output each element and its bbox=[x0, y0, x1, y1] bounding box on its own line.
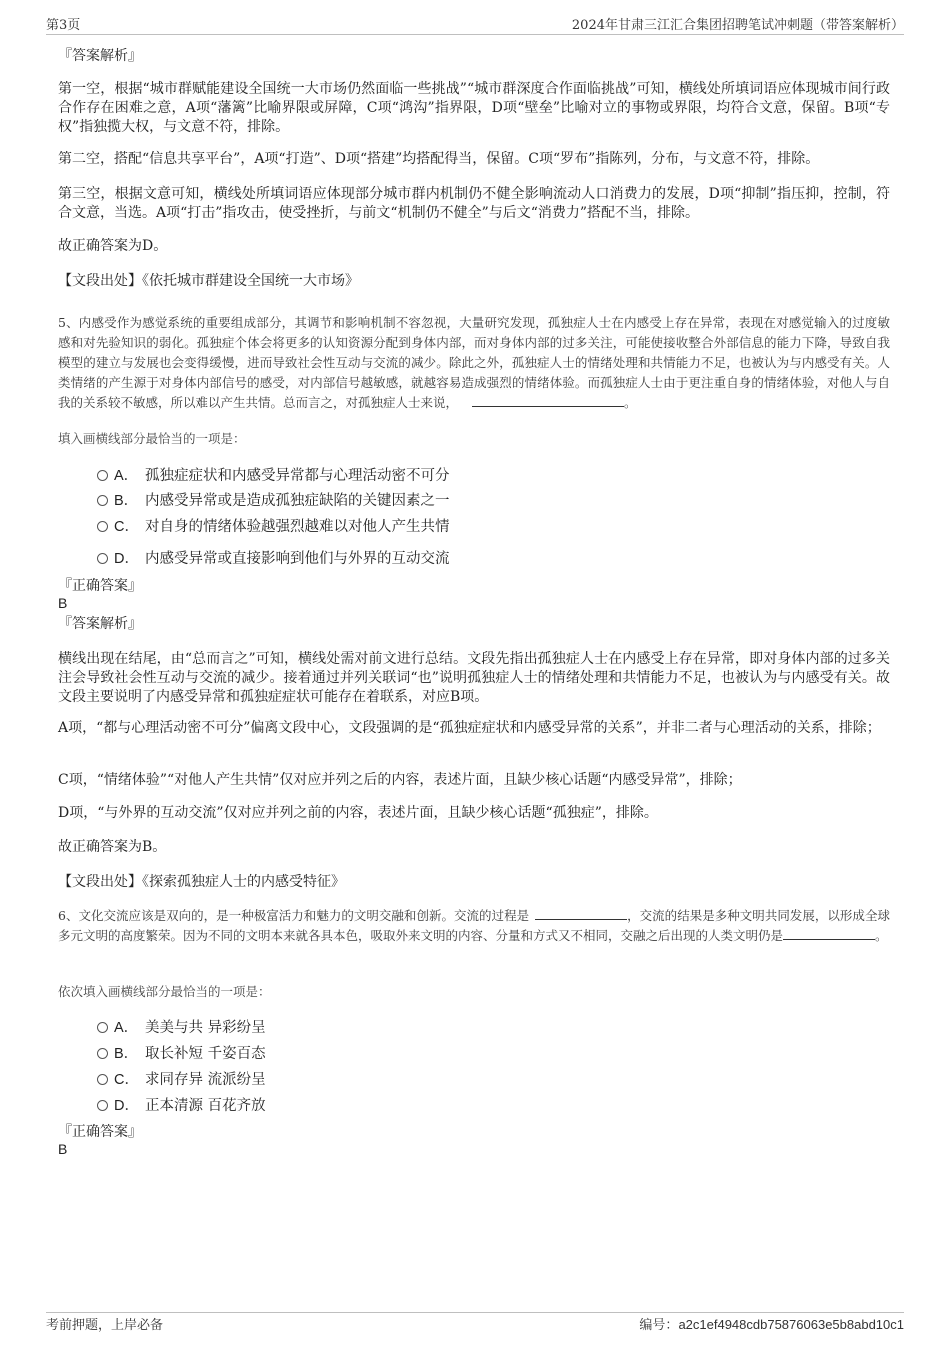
q6-blank-1 bbox=[535, 907, 627, 920]
q5-stem-text: 5、内感受作为感觉系统的重要组成部分，其调节和影响机制不容忽视，大量研究发现，孤独症人士在内感受上存在异常，表现在对感觉输入的过度敏感和对先验知识的弱化。孤独症个体会将更多的认知资源分配到身体内部，而对身体内部的过多关注，可能使接收整合外部信息的能力下降，导致自我模型的建立与发展也会变得缓慢，进而导致社会性互动与交流的减少。除此之外，孤独症人士的情绪处理和共情能力不足，也被认为与内感受有关。人类情绪的产生源于对身体内部信号的感受，对内部信号越敏感，就越容易造成强烈的情绪体验。而孤独症人士由于更注重自身的情绪体验，对他人与自我的关系较不敏感，所以难以产生共情。总而言之，对孤独症人士来说， bbox=[58, 315, 890, 410]
option-text: 内感受异常或直接影响到他们与外界的互动交流 bbox=[145, 551, 450, 567]
q4-analysis-label: 『答案解析』 bbox=[58, 48, 142, 64]
q5-analysis-label: 『答案解析』 bbox=[58, 616, 142, 632]
radio-icon[interactable] bbox=[97, 470, 108, 481]
option-letter: B． bbox=[114, 1046, 139, 1062]
option-letter: B． bbox=[114, 493, 139, 509]
q5-stem bbox=[58, 313, 890, 413]
q5-source: 【文段出处】《探索孤独症人士的内感受特征》 bbox=[58, 874, 345, 890]
page-footer bbox=[46, 1312, 904, 1335]
option-letter: A． bbox=[114, 468, 139, 484]
option-text: 内感受异常或是造成孤独症缺陷的关键因素之一 bbox=[145, 493, 450, 509]
q4-analysis-para-3: 第三空，根据文意可知，横线处所填词语应体现部分城市群内机制仍不健全影响流动人口消费力的发展，D项“抑制”指压抑，控制，符合文意，当选。A项“打击”指攻击，使受挫折，与前文“机制仍不健全”与后文“消费力”搭配不当，排除。 bbox=[58, 186, 890, 221]
q4-analysis-para-2: 第二空，搭配“信息共享平台”，A项“打造”、D项“搭建”均搭配得当，保留。C项“罗布”指陈列，分布，与文意不符，排除。 bbox=[58, 151, 820, 167]
option-letter: D． bbox=[114, 1098, 139, 1114]
q5-prompt: 填入画横线部分最恰当的一项是： bbox=[58, 431, 246, 446]
q5-blank bbox=[472, 394, 624, 407]
footer-slogan: 考前押题，上岸必备 bbox=[46, 1318, 164, 1333]
radio-icon[interactable] bbox=[97, 521, 108, 532]
q5-analysis-para-3: C项，“情绪体验”“对他人产生共情”仅对应并列之后的内容，表述片面，且缺少核心话题“内感受异常”，排除； bbox=[58, 772, 742, 788]
option-text: 取长补短 千姿百态 bbox=[145, 1046, 266, 1062]
page-header bbox=[46, 14, 904, 35]
q6-stem-end: 。 bbox=[875, 928, 888, 943]
option-text: 孤独症症状和内感受异常都与心理活动密不可分 bbox=[145, 468, 450, 484]
q5-analysis-para-2: A项，“都与心理活动密不可分”偏离文段中心，文段强调的是“孤独症症状和内感受异常的关系”，并非二者与心理活动的关系，排除； bbox=[58, 720, 881, 736]
footer-code-label: 编号： bbox=[639, 1318, 679, 1333]
option-text: 正本清源 百花齐放 bbox=[145, 1098, 266, 1114]
footer-code bbox=[639, 1314, 904, 1333]
radio-icon[interactable] bbox=[97, 495, 108, 506]
option-text: 美美与共 异彩纷呈 bbox=[145, 1020, 266, 1036]
radio-icon[interactable] bbox=[97, 1074, 108, 1085]
q5-conclusion: 故正确答案为B。 bbox=[58, 839, 167, 855]
q5-analysis-para-4: D项，“与外界的互动交流”仅对应并列之前的内容，表述片面，且缺少核心话题“孤独症”，排除。 bbox=[58, 805, 658, 821]
q6-prompt: 依次填入画横线部分最恰当的一项是： bbox=[58, 984, 271, 999]
q4-source: 【文段出处】《依托城市群建设全国统一大市场》 bbox=[58, 273, 359, 289]
document-title: 2024年甘肃三江汇合集团招聘笔试冲刺题（带答案解析） bbox=[571, 18, 904, 33]
q5-stem-end: 。 bbox=[624, 395, 637, 410]
q5-answer: B bbox=[58, 595, 68, 611]
radio-icon[interactable] bbox=[97, 1022, 108, 1033]
q5-answer-label: 『正确答案』 bbox=[58, 578, 142, 594]
option-letter: A． bbox=[114, 1020, 139, 1036]
option-letter: D． bbox=[114, 551, 139, 567]
q5-analysis-para-1: 横线出现在结尾，由“总而言之”可知，横线处需对前文进行总结。文段先指出孤独症人士在内感受上存在异常，即对身体内部的过多关注会导致社会性互动与交流的减少。接着通过并列关联词“也”说明孤独症人士的情绪处理和共情能力不足，也被认为与内感受有关。故文段主要说明了内感受异常和孤独症症状可能存在着联系，对应B项。 bbox=[58, 651, 890, 705]
option-letter: C． bbox=[114, 519, 139, 535]
radio-icon[interactable] bbox=[97, 553, 108, 564]
q4-conclusion: 故正确答案为D。 bbox=[58, 238, 168, 254]
q6-stem-text-a: 6、文化交流应该是双向的，是一种极富活力和魅力的文明交融和创新。交流的过程是 bbox=[58, 908, 530, 923]
q4-analysis-para-1: 第一空，根据“城市群赋能建设全国统一大市场仍然面临一些挑战”“城市群深度合作面临挑战”可知，横线处所填词语应体现城市间行政合作存在困难之意，A项“藩篱”比喻界限或屏障，C项“鸿沟”指界限，D项“壁垒”比喻对立的事物或界限，均符合文意，保留。B项“专权”指独揽大权，与文意不符，排除。 bbox=[58, 81, 890, 135]
option-text: 求同存异 流派纷呈 bbox=[145, 1072, 266, 1088]
q6-stem bbox=[58, 906, 890, 946]
page-number: 第3页 bbox=[46, 18, 81, 33]
q6-stem-text-b: ，交流的结果是多种文明共同发展，以形成全球多元文明的高度繁荣。因为不同的文明本来就各具本色，吸取外来文明的内容、分量和方式又不相同，交融之后出现的人类文明仍是 bbox=[58, 908, 890, 943]
q6-blank-2 bbox=[783, 927, 875, 940]
radio-icon[interactable] bbox=[97, 1100, 108, 1111]
option-text: 对自身的情绪体验越强烈越难以对他人产生共情 bbox=[145, 519, 450, 535]
radio-icon[interactable] bbox=[97, 1048, 108, 1059]
option-letter: C． bbox=[114, 1072, 139, 1088]
footer-code-value: a2c1ef4948cdb75876063e5b8abd10c1 bbox=[678, 1317, 904, 1332]
q6-answer-label: 『正确答案』 bbox=[58, 1124, 142, 1140]
q6-answer: B bbox=[58, 1141, 68, 1157]
